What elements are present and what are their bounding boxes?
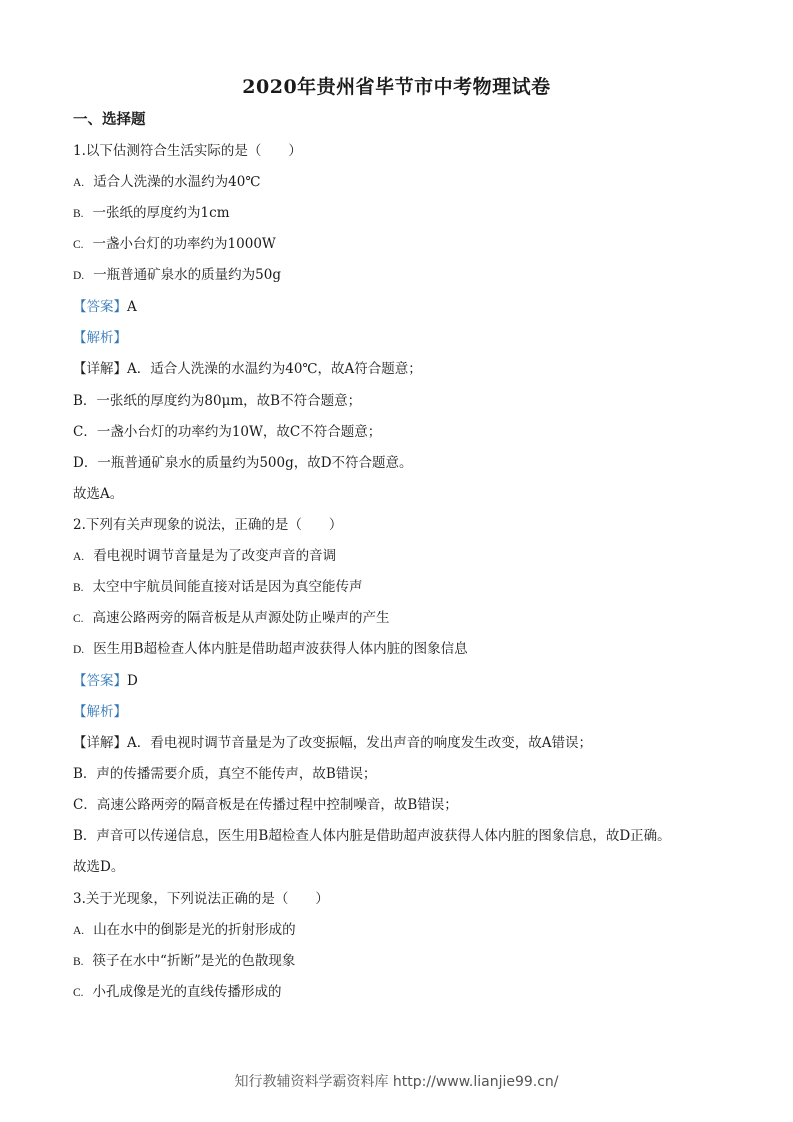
- option-letter: D.: [73, 270, 85, 282]
- question-2-option-d: [73, 640, 468, 659]
- question-2-detail-c: C．高速公路两旁的隔音板是在传播过程中控制噪音，故B错误；: [73, 797, 458, 813]
- question-1-detail-a: [73, 360, 422, 378]
- answer-value: A: [127, 299, 137, 315]
- option-letter: C.: [73, 239, 84, 251]
- question-1-option-c: [73, 235, 276, 254]
- question-1-option-b: [73, 204, 230, 223]
- question-2-stem: 2.下列有关声现象的说法，正确的是（ ）: [73, 517, 343, 533]
- option-text: 一瓶普通矿泉水的质量约为50g: [93, 267, 282, 283]
- option-text: 山在水中的倒影是光的折射形成的: [93, 922, 296, 938]
- question-3-option-c: [73, 983, 282, 1002]
- question-2-detail-d: B．声音可以传递信息，医生用B超检查人体内脏是借助超声波获得人体内脏的图象信息，故D正确。: [73, 828, 671, 844]
- answer-label: 【答案】: [73, 299, 127, 315]
- question-1-detail-b: B．一张纸的厚度约为80μm，故B不符合题意；: [73, 393, 362, 409]
- detail-text: A．适合人洗澡的水温约为40℃，故A符合题意；: [127, 361, 422, 377]
- option-letter: B.: [73, 956, 84, 968]
- option-text: 看电视时调节音量是为了改变声音的音调: [93, 548, 337, 564]
- analysis-label: 【解析】: [73, 330, 127, 346]
- option-text: 一盏小台灯的功率约为1000W: [92, 236, 276, 252]
- option-letter: B.: [73, 208, 84, 220]
- option-text: 太空中宇航员间能直接对话是因为真空能传声: [92, 579, 363, 595]
- question-2-option-c: [73, 609, 390, 628]
- question-2-analysis: [73, 703, 127, 721]
- option-text: 适合人洗澡的水温约为40℃: [93, 174, 261, 190]
- option-letter: B.: [73, 582, 84, 594]
- question-2-detail-b: B．声的传播需要介质，真空不能传声，故B错误；: [73, 766, 377, 782]
- option-text: 医生用B超检查人体内脏是借助超声波获得人体内脏的图象信息: [93, 641, 468, 657]
- option-letter: A.: [73, 551, 85, 563]
- page-footer: 知行教辅资料学霸资料库 http://www.lianjie99.cn/: [234, 1074, 559, 1090]
- analysis-label: 【解析】: [73, 704, 127, 720]
- detail-label: 【详解】: [73, 735, 127, 751]
- option-letter: A.: [73, 177, 85, 189]
- option-text: 小孔成像是光的直线传播形成的: [92, 984, 282, 1000]
- question-3-stem: 3.关于光现象，下列说法正确的是（ ）: [73, 891, 329, 907]
- question-3-option-a: [73, 921, 296, 940]
- question-1-choose: 故选A。: [73, 486, 124, 502]
- page-title: 2020年贵州省毕节市中考物理试卷: [242, 76, 551, 98]
- answer-value: D: [127, 673, 138, 689]
- question-2-option-b: [73, 578, 363, 597]
- question-3-option-b: [73, 952, 295, 971]
- question-1-analysis: [73, 329, 127, 347]
- question-2-answer: [73, 672, 138, 690]
- question-1-option-d: [73, 266, 281, 285]
- answer-label: 【答案】: [73, 673, 127, 689]
- option-text: 筷子在水中“折断”是光的色散现象: [92, 953, 296, 969]
- question-2-choose: 故选D。: [73, 859, 125, 875]
- question-2-option-a: [73, 547, 336, 566]
- question-1-answer: [73, 298, 137, 316]
- question-1-detail-d: D．一瓶普通矿泉水的质量约为500g，故D不符合题意。: [73, 455, 413, 471]
- option-letter: C.: [73, 987, 84, 999]
- option-text: 一张纸的厚度约为1cm: [92, 205, 230, 221]
- option-text: 高速公路两旁的隔音板是从声源处防止噪声的产生: [92, 610, 390, 626]
- question-1-option-a: [73, 173, 260, 192]
- detail-text: A．看电视时调节音量是为了改变振幅，发出声音的响度发生改变，故A错误；: [127, 735, 592, 751]
- detail-label: 【详解】: [73, 361, 127, 377]
- section-heading: 一、选择题: [73, 111, 146, 128]
- question-1-stem: 1.以下估测符合生活实际的是（ ）: [73, 143, 302, 159]
- question-2-detail-a: [73, 734, 592, 752]
- option-letter: D.: [73, 644, 85, 656]
- option-letter: C.: [73, 613, 84, 625]
- question-1-detail-c: C．一盏小台灯的功率约为10W，故C不符合题意；: [73, 424, 382, 440]
- option-letter: A.: [73, 925, 85, 937]
